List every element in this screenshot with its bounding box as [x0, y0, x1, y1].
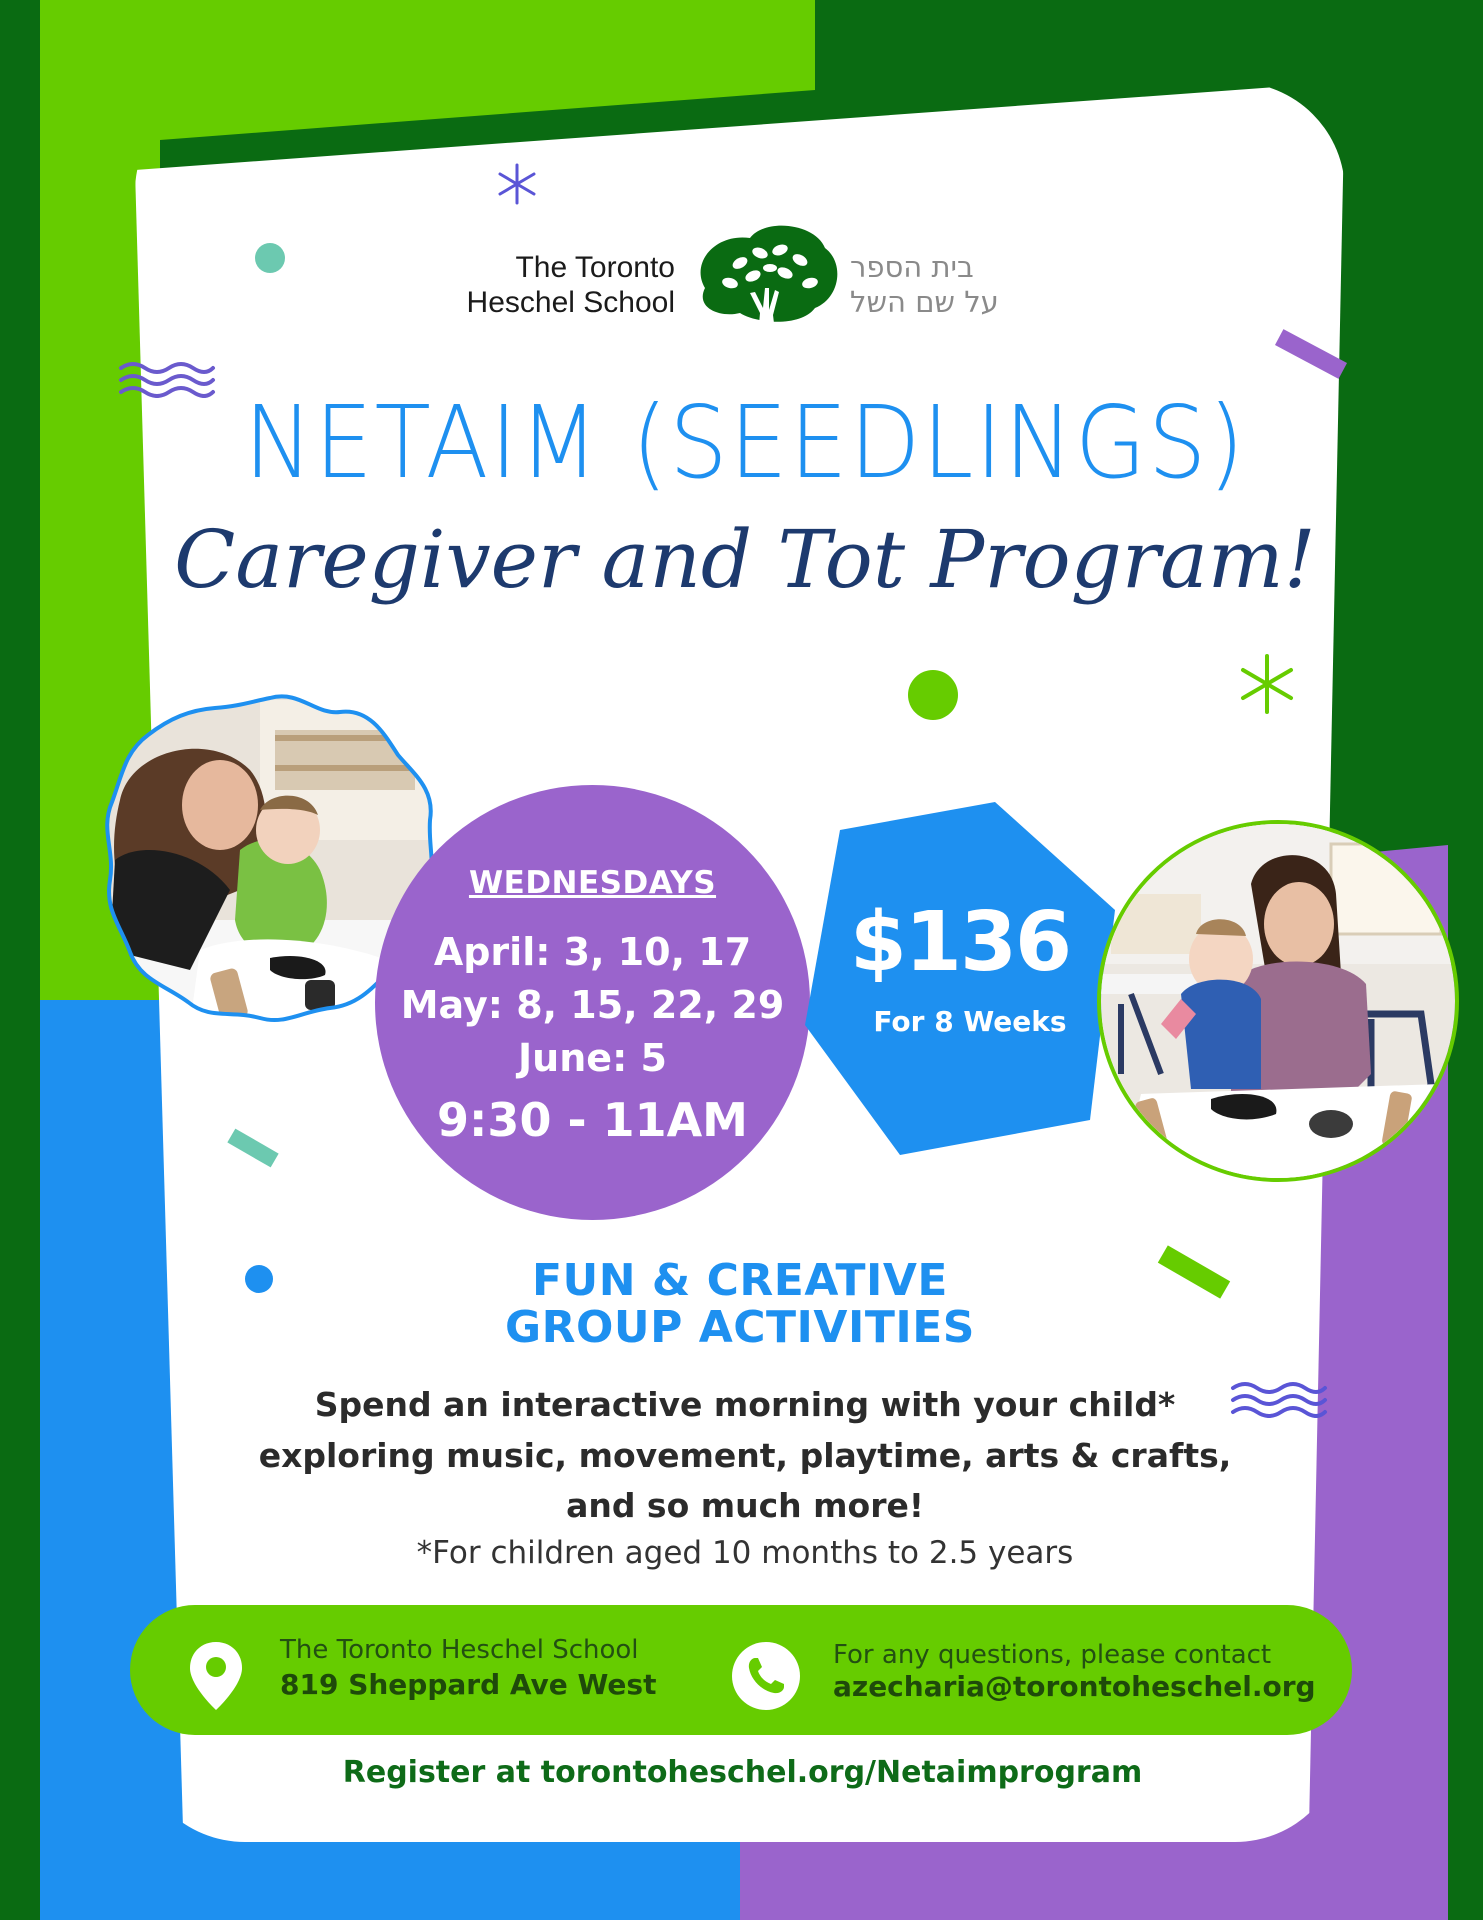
asterisk-decoration: [495, 162, 539, 206]
description-line1: Spend an interactive morning with your child*: [314, 1385, 1176, 1424]
schedule-may: May: 8, 15, 22, 29: [400, 983, 785, 1027]
wave-decoration: [118, 358, 216, 398]
map-pin-icon: [188, 1640, 244, 1712]
school-name-line2: Heschel School: [466, 286, 675, 319]
activities-heading-line1: FUN & CREATIVE: [532, 1255, 948, 1306]
contact-email-link[interactable]: azecharia@torontoheschel.org: [833, 1670, 1316, 1703]
age-note: *For children aged 10 months to 2.5 years: [416, 1535, 1074, 1571]
program-title: NETAIM (SEEDLINGS): [244, 384, 1246, 501]
program-subtitle: Caregiver and Tot Program!: [174, 513, 1316, 606]
green-asterisk-decoration: [1235, 652, 1299, 716]
location-address: 819 Sheppard Ave West: [280, 1668, 657, 1701]
schedule-april: April: 3, 10, 17: [433, 930, 752, 974]
schedule-time: 9:30 - 11AM: [437, 1093, 748, 1147]
schedule-circle: [375, 785, 810, 1220]
photo-caregiver-child: [1097, 820, 1459, 1182]
hebrew-name-line1: בית הספר: [850, 250, 974, 284]
register-link[interactable]: Register at torontoheschel.org/Netaimprogram: [342, 1755, 1143, 1790]
phone-icon: [730, 1640, 802, 1712]
schedule-june: June: 5: [518, 1036, 667, 1080]
description-line3: and so much more!: [566, 1486, 924, 1525]
contact-question-text: For any questions, please contact: [833, 1640, 1272, 1670]
tree-hands-icon: [685, 218, 845, 353]
price-amount: $136: [849, 895, 1071, 990]
green-dot-decoration: [908, 670, 958, 720]
price-duration: For 8 Weeks: [873, 1005, 1067, 1038]
hebrew-name: [850, 250, 1030, 320]
teal-dot-decoration: [255, 243, 285, 273]
blue-dot-decoration: [245, 1265, 273, 1293]
school-name: [410, 250, 675, 320]
location-school-name: The Toronto Heschel School: [280, 1635, 639, 1665]
hebrew-name-line2: על שם השל: [850, 285, 999, 319]
school-name-line1: The Toronto: [515, 251, 675, 284]
activities-heading-line2: GROUP ACTIVITIES: [505, 1302, 975, 1353]
description-line2: exploring music, movement, playtime, arts & crafts,: [258, 1436, 1232, 1475]
schedule-day: WEDNESDAYS: [468, 865, 717, 901]
